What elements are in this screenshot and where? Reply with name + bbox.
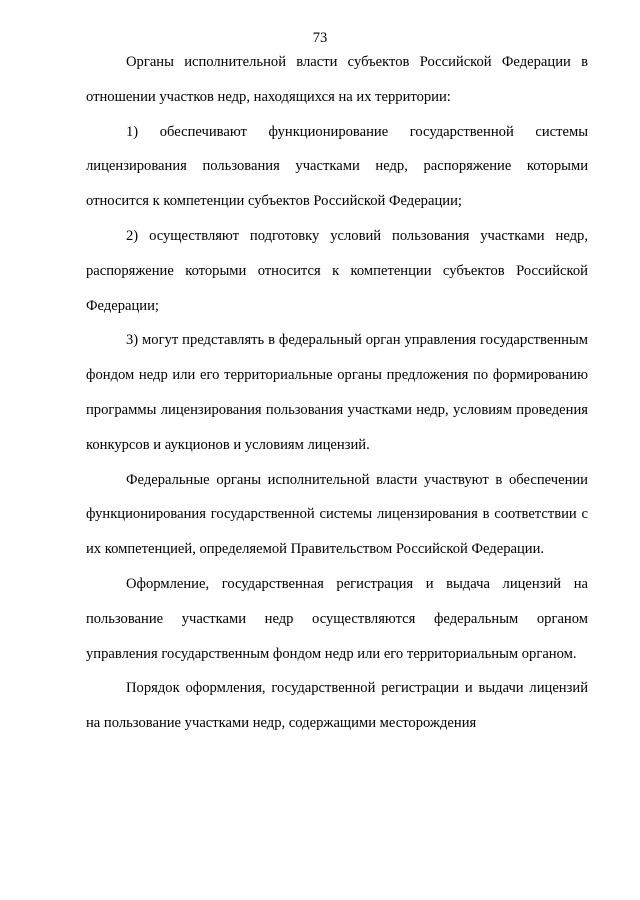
paragraph-federal-bodies: Федеральные органы исполнительной власти участвуют в обеспечении функционирования государственной системы лицензирования в соответствии с их компетенцией, определяемой Правительством Российской Федерации. — [86, 471, 588, 558]
paragraph-item-3: 3) могут представлять в федеральный орган управления государственным фондом недр или его территориальные органы предложения по формированию программы лицензирования пользования участками недр, условиям проведения конкурсов и аукционов и условиям лицензий. — [86, 332, 588, 453]
paragraph-procedure: Порядок оформления, государственной регистрации и выдачи лицензий на пользование участками недр, содержащими месторождения — [86, 680, 588, 732]
paragraph-item-2: 2) осуществляют подготовку условий пользования участками недр, распоряжение которыми относится к компетенции субъектов Российской Федерации; — [86, 227, 588, 314]
document-body — [86, 45, 588, 741]
paragraph-registration: Оформление, государственная регистрация и выдача лицензий на пользование участками недр осуществляются федеральным органом управления государственным фондом недр или его территориальным органом. — [86, 575, 588, 662]
page-number: 73 — [312, 30, 328, 46]
paragraph-item-1: 1) обеспечивают функционирование государственной системы лицензирования пользования участками недр, распоряжение которыми относится к компетенции субъектов Российской Федерации; — [86, 123, 588, 210]
paragraph-intro: Органы исполнительной власти субъектов Российской Федерации в отношении участков недр, находящихся на их территории: — [86, 54, 588, 105]
